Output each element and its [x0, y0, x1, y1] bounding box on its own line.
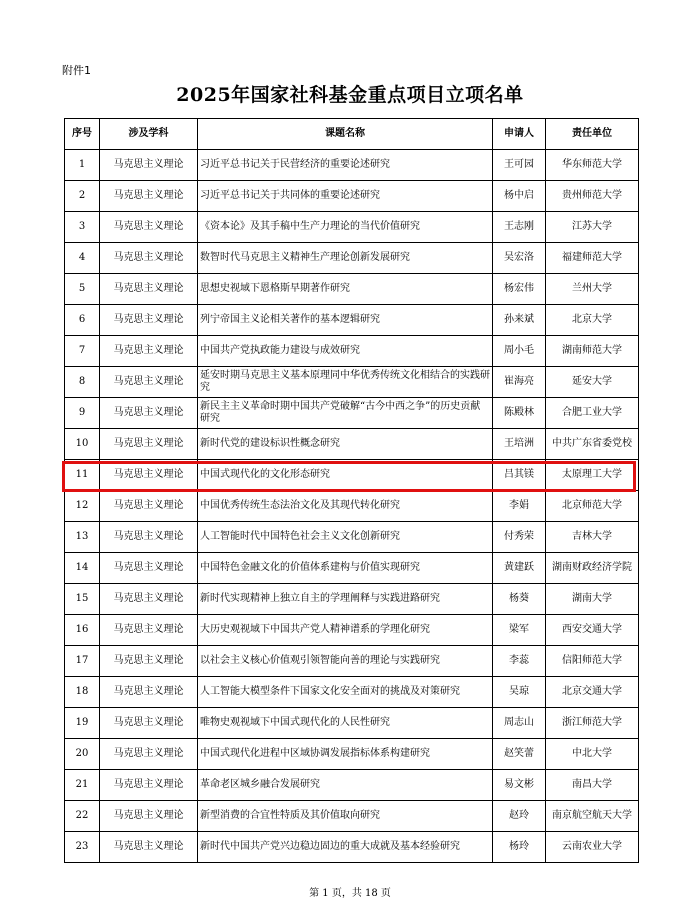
table-row [65, 150, 639, 181]
row-project-name: 习近平总书记关于民营经济的重要论述研究 [198, 150, 493, 181]
row-discipline: 马克思主义理论 [100, 305, 198, 336]
row-applicant: 吴宏洛 [493, 243, 546, 274]
row-discipline: 马克思主义理论 [100, 615, 198, 646]
row-applicant: 王可园 [493, 150, 546, 181]
row-index: 22 [65, 801, 100, 832]
table-row [65, 274, 639, 305]
row-institution: 中北大学 [546, 739, 639, 770]
row-applicant: 李娟 [493, 491, 546, 522]
page-footer: 第 1 页，共 18 页 [309, 888, 391, 899]
row-institution: 南昌大学 [546, 770, 639, 801]
row-discipline: 马克思主义理论 [100, 832, 198, 863]
row-discipline: 马克思主义理论 [100, 460, 198, 491]
row-institution: 湖南财政经济学院 [546, 553, 639, 584]
row-project-name: 人工智能大模型条件下国家文化安全面对的挑战及对策研究 [198, 677, 493, 708]
row-project-name: 人工智能时代中国特色社会主义文化创新研究 [198, 522, 493, 553]
table-row [65, 615, 639, 646]
row-index: 19 [65, 708, 100, 739]
table-row [65, 460, 639, 491]
row-applicant: 孙来斌 [493, 305, 546, 336]
row-institution: 南京航空航天大学 [546, 801, 639, 832]
header-index: 序号 [65, 119, 100, 150]
attachment-label: 附件1 [62, 64, 91, 77]
row-index: 8 [65, 367, 100, 398]
row-index: 5 [65, 274, 100, 305]
row-index: 17 [65, 646, 100, 677]
row-project-name: 革命老区城乡融合发展研究 [198, 770, 493, 801]
row-project-name: 数智时代马克思主义精神生产理论创新发展研究 [198, 243, 493, 274]
row-project-name: 新型消费的合宜性特质及其价值取向研究 [198, 801, 493, 832]
table-row [65, 243, 639, 274]
table-row [65, 770, 639, 801]
row-discipline: 马克思主义理论 [100, 677, 198, 708]
row-discipline: 马克思主义理论 [100, 739, 198, 770]
row-applicant: 陈殿林 [493, 398, 546, 429]
row-project-name: 大历史观视域下中国共产党人精神谱系的学理化研究 [198, 615, 493, 646]
row-discipline: 马克思主义理论 [100, 801, 198, 832]
row-applicant: 梁军 [493, 615, 546, 646]
table-row [65, 305, 639, 336]
row-institution: 华东师范大学 [546, 150, 639, 181]
table-row [65, 832, 639, 863]
row-applicant: 付秀荣 [493, 522, 546, 553]
table-row [65, 801, 639, 832]
header-discipline: 涉及学科 [100, 119, 198, 150]
row-project-name: 新时代中国共产党兴边稳边固边的重大成就及基本经验研究 [198, 832, 493, 863]
row-applicant: 周小毛 [493, 336, 546, 367]
row-applicant: 易文彬 [493, 770, 546, 801]
row-index: 23 [65, 832, 100, 863]
row-index: 4 [65, 243, 100, 274]
project-list-table [64, 118, 639, 863]
row-index: 3 [65, 212, 100, 243]
row-project-name: 新时代实现精神上独立自主的学理阐释与实践进路研究 [198, 584, 493, 615]
row-discipline: 马克思主义理论 [100, 522, 198, 553]
header-institution: 责任单位 [546, 119, 639, 150]
row-index: 12 [65, 491, 100, 522]
row-discipline: 马克思主义理论 [100, 212, 198, 243]
row-project-name: 中国式现代化进程中区域协调发展指标体系构建研究 [198, 739, 493, 770]
table-row [65, 398, 639, 429]
row-institution: 西安交通大学 [546, 615, 639, 646]
row-applicant: 杨葵 [493, 584, 546, 615]
row-discipline: 马克思主义理论 [100, 367, 198, 398]
row-project-name: 列宁帝国主义论相关著作的基本逻辑研究 [198, 305, 493, 336]
row-project-name: 中国优秀传统生态法治文化及其现代转化研究 [198, 491, 493, 522]
row-institution: 太原理工大学 [546, 460, 639, 491]
row-project-name: 中国共产党执政能力建设与成效研究 [198, 336, 493, 367]
row-applicant: 杨宏伟 [493, 274, 546, 305]
row-institution: 延安大学 [546, 367, 639, 398]
row-applicant: 吴琼 [493, 677, 546, 708]
row-applicant: 杨中启 [493, 181, 546, 212]
row-discipline: 马克思主义理论 [100, 491, 198, 522]
header-project-name: 课题名称 [198, 119, 493, 150]
row-institution: 湖南大学 [546, 584, 639, 615]
row-institution: 福建师范大学 [546, 243, 639, 274]
table-row [65, 212, 639, 243]
row-index: 13 [65, 522, 100, 553]
table-row [65, 677, 639, 708]
row-institution: 云南农业大学 [546, 832, 639, 863]
row-project-name: 思想史视域下恩格斯早期著作研究 [198, 274, 493, 305]
row-project-name: 以社会主义核心价值观引领智能向善的理论与实践研究 [198, 646, 493, 677]
row-index: 20 [65, 739, 100, 770]
row-index: 1 [65, 150, 100, 181]
row-applicant: 周志山 [493, 708, 546, 739]
row-institution: 信阳师范大学 [546, 646, 639, 677]
table-header-row [65, 119, 639, 150]
row-index: 21 [65, 770, 100, 801]
row-discipline: 马克思主义理论 [100, 646, 198, 677]
table-row [65, 336, 639, 367]
row-institution: 贵州师范大学 [546, 181, 639, 212]
row-applicant: 李蕊 [493, 646, 546, 677]
row-applicant: 赵玲 [493, 801, 546, 832]
row-index: 11 [65, 460, 100, 491]
row-applicant: 崔海亮 [493, 367, 546, 398]
row-discipline: 马克思主义理论 [100, 584, 198, 615]
page-title: 2025年国家社科基金重点项目立项名单 [176, 84, 524, 106]
table-row [65, 367, 639, 398]
row-applicant: 黄建跃 [493, 553, 546, 584]
table-row [65, 584, 639, 615]
row-institution: 北京交通大学 [546, 677, 639, 708]
row-institution: 北京大学 [546, 305, 639, 336]
row-index: 9 [65, 398, 100, 429]
row-institution: 浙江师范大学 [546, 708, 639, 739]
row-project-name: 《资本论》及其手稿中生产力理论的当代价值研究 [198, 212, 493, 243]
row-index: 7 [65, 336, 100, 367]
row-applicant: 吕其镁 [493, 460, 546, 491]
table-row [65, 646, 639, 677]
row-institution: 中共广东省委党校 [546, 429, 639, 460]
row-index: 16 [65, 615, 100, 646]
row-discipline: 马克思主义理论 [100, 150, 198, 181]
row-applicant: 杨玲 [493, 832, 546, 863]
row-index: 14 [65, 553, 100, 584]
table-row [65, 181, 639, 212]
row-index: 2 [65, 181, 100, 212]
row-discipline: 马克思主义理论 [100, 398, 198, 429]
table-row [65, 708, 639, 739]
row-project-name: 中国式现代化的文化形态研究 [198, 460, 493, 491]
row-project-name: 习近平总书记关于共同体的重要论述研究 [198, 181, 493, 212]
row-institution: 吉林大学 [546, 522, 639, 553]
row-institution: 江苏大学 [546, 212, 639, 243]
table-row [65, 429, 639, 460]
row-discipline: 马克思主义理论 [100, 770, 198, 801]
row-applicant: 王培洲 [493, 429, 546, 460]
row-discipline: 马克思主义理论 [100, 336, 198, 367]
row-project-name: 中国特色金融文化的价值体系建构与价值实现研究 [198, 553, 493, 584]
row-discipline: 马克思主义理论 [100, 429, 198, 460]
row-discipline: 马克思主义理论 [100, 181, 198, 212]
row-project-name: 新时代党的建设标识性概念研究 [198, 429, 493, 460]
table-row [65, 522, 639, 553]
header-applicant: 申请人 [493, 119, 546, 150]
row-index: 6 [65, 305, 100, 336]
row-applicant: 王志刚 [493, 212, 546, 243]
row-project-name: 唯物史观视域下中国式现代化的人民性研究 [198, 708, 493, 739]
row-project-name: 延安时期马克思主义基本原理同中华优秀传统文化相结合的实践研究 [198, 367, 493, 398]
row-discipline: 马克思主义理论 [100, 243, 198, 274]
row-institution: 兰州大学 [546, 274, 639, 305]
row-applicant: 赵笑蕾 [493, 739, 546, 770]
row-index: 18 [65, 677, 100, 708]
row-index: 10 [65, 429, 100, 460]
table-row [65, 553, 639, 584]
row-institution: 湖南师范大学 [546, 336, 639, 367]
row-index: 15 [65, 584, 100, 615]
row-project-name: 新民主主义革命时期中国共产党破解“古今中西之争”的历史贡献研究 [198, 398, 493, 429]
row-discipline: 马克思主义理论 [100, 708, 198, 739]
row-institution: 北京师范大学 [546, 491, 639, 522]
row-discipline: 马克思主义理论 [100, 274, 198, 305]
table-row [65, 739, 639, 770]
table-row [65, 491, 639, 522]
row-institution: 合肥工业大学 [546, 398, 639, 429]
row-discipline: 马克思主义理论 [100, 553, 198, 584]
